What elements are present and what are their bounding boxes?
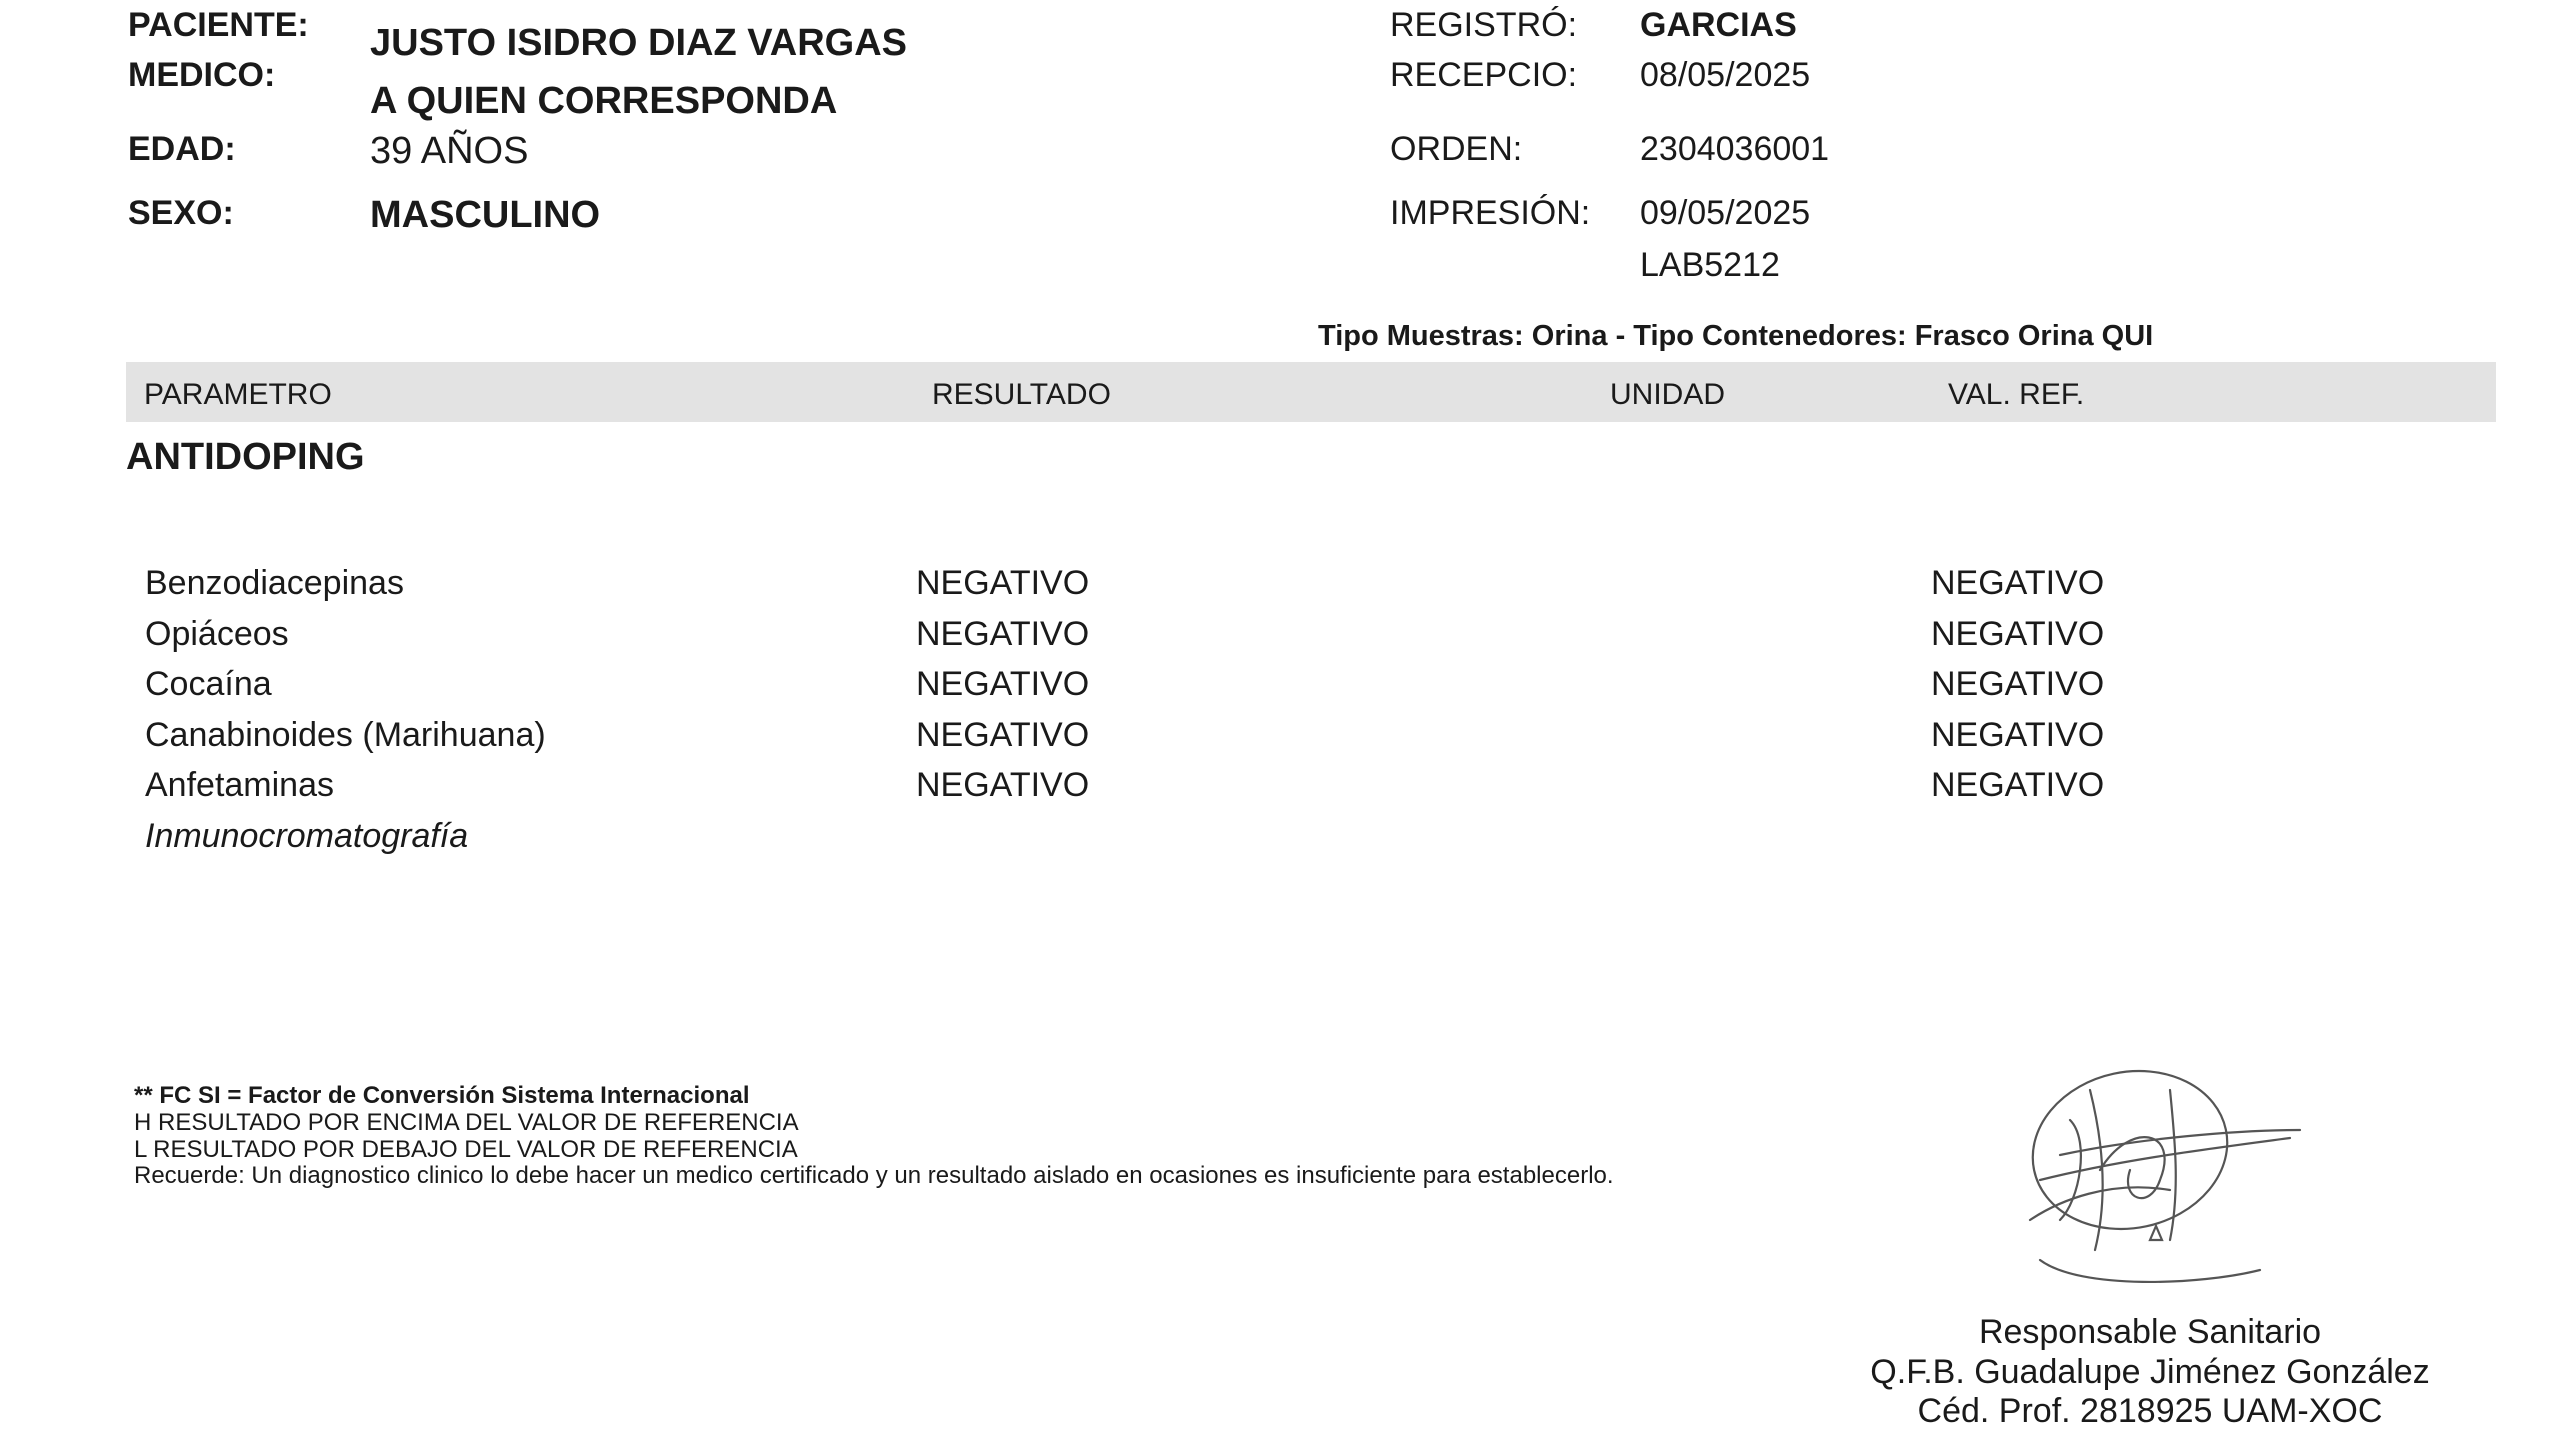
- age-label: EDAD:: [128, 130, 236, 168]
- parameter-name: Anfetaminas: [145, 766, 334, 804]
- reference-value: NEGATIVO: [1931, 564, 2105, 602]
- parameter-name: Canabinoides (Marihuana): [145, 716, 546, 754]
- footnote-reminder: Recuerde: Un diagnostico clinico lo debe hacer un medico certificado y un resultado aislado en ocasiones es insuficiente para establecerlo.: [134, 1162, 1614, 1189]
- order-number: 2304036001: [1640, 130, 1830, 168]
- footnote-high: H RESULTADO POR ENCIMA DEL VALOR DE REFERENCIA: [134, 1109, 799, 1136]
- footnote-low: L RESULTADO POR DEBAJO DEL VALOR DE REFERENCIA: [134, 1136, 798, 1163]
- received-label: RECEPCIO:: [1390, 56, 1578, 94]
- registered-value: GARCIAS: [1640, 6, 1797, 44]
- header-unit: UNIDAD: [1610, 378, 1726, 411]
- patient-label: PACIENTE:: [128, 6, 309, 44]
- printed-label: IMPRESIÓN:: [1390, 194, 1591, 232]
- lab-code: LAB5212: [1640, 246, 1780, 284]
- order-label: ORDEN:: [1390, 130, 1523, 168]
- header-result: RESULTADO: [932, 378, 1111, 411]
- method-note: Inmunocromatografía: [145, 817, 469, 855]
- header-ref: VAL. REF.: [1948, 378, 2085, 411]
- received-date: 08/05/2025: [1640, 56, 1811, 94]
- sex-value: MASCULINO: [370, 194, 601, 236]
- registered-label: REGISTRÓ:: [1390, 6, 1578, 44]
- parameter-name: Cocaína: [145, 665, 272, 703]
- age-value: 39 AÑOS: [370, 130, 529, 172]
- reference-value: NEGATIVO: [1931, 665, 2105, 703]
- sample-info: Tipo Muestras: Orina - Tipo Contenedores: Frasco Orina QUI: [1318, 320, 2154, 352]
- result-value: NEGATIVO: [916, 615, 1090, 653]
- result-value: NEGATIVO: [916, 716, 1090, 754]
- reference-value: NEGATIVO: [1931, 766, 2105, 804]
- results-table-header: [126, 362, 2496, 422]
- doctor-label: MEDICO:: [128, 56, 276, 94]
- sex-label: SEXO:: [128, 194, 234, 232]
- result-value: NEGATIVO: [916, 564, 1090, 602]
- section-title: ANTIDOPING: [126, 436, 365, 478]
- signature-image: [2000, 1050, 2320, 1300]
- responsible-name: Q.F.B. Guadalupe Jiménez González: [1870, 1353, 2430, 1391]
- responsible-title: Responsable Sanitario: [1978, 1313, 2322, 1351]
- header-parameter: PARAMETRO: [144, 378, 332, 411]
- patient-name: JUSTO ISIDRO DIAZ VARGAS: [370, 22, 907, 64]
- parameter-name: Benzodiacepinas: [145, 564, 404, 602]
- parameter-name: Opiáceos: [145, 615, 289, 653]
- printed-date: 09/05/2025: [1640, 194, 1811, 232]
- doctor-name: A QUIEN CORRESPONDA: [370, 80, 838, 122]
- reference-value: NEGATIVO: [1931, 615, 2105, 653]
- reference-value: NEGATIVO: [1931, 716, 2105, 754]
- footnote-fc: ** FC SI = Factor de Conversión Sistema Internacional: [134, 1082, 750, 1109]
- responsible-license: Céd. Prof. 2818925 UAM-XOC: [1917, 1392, 2383, 1430]
- result-value: NEGATIVO: [916, 766, 1090, 804]
- result-value: NEGATIVO: [916, 665, 1090, 703]
